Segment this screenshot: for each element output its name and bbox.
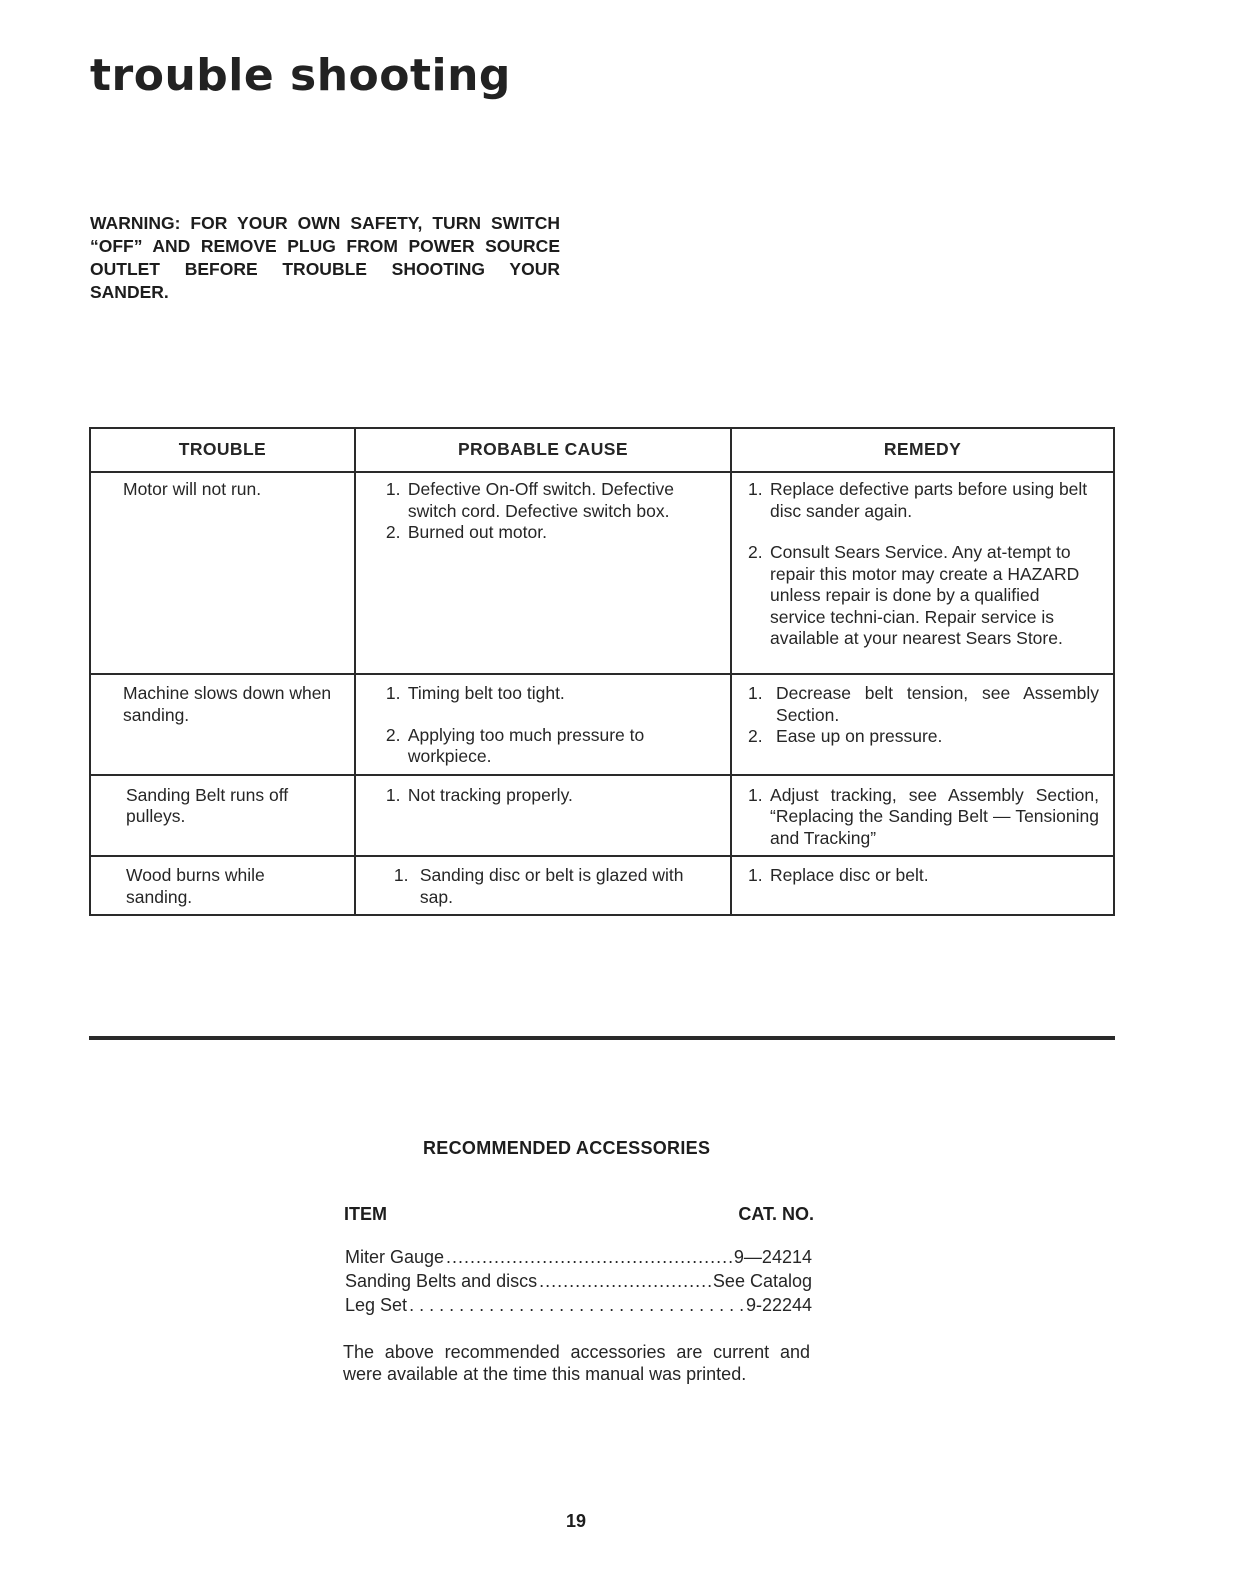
trouble-cell [90,472,355,674]
remedy-number: 1. [748,683,763,703]
cause-text: Not tracking properly. [407,784,573,805]
remedy-cell [731,775,1114,857]
header-remedy: REMEDY [731,428,1114,472]
leader-dots [409,1293,744,1317]
cause-number: 1. [393,865,409,885]
cause-cell [355,856,731,915]
accessories-note: The above recommended accessories are current and were available at the time this manual was printed. [343,1342,810,1384]
remedy-number: 1. [748,865,763,885]
cause-text: Burned out motor. [407,522,547,542]
cause-cell [355,775,731,857]
cause-item [386,522,716,544]
remedy-item [748,683,1099,726]
remedy-text: Replace disc or belt. [770,865,929,885]
accessory-cat-no: See Catalog [712,1271,812,1291]
accessory-name: Miter Gauge [345,1247,445,1267]
table-row [90,775,1114,857]
cause-number: 1. [385,479,401,499]
trouble-text: Machine slows down when sanding. [123,683,332,725]
cause-item [394,865,716,908]
trouble-text: Wood burns while sanding. [126,865,265,907]
remedy-item [748,479,1099,522]
remedy-item [748,865,1099,887]
remedy-text: Adjust tracking, see Assembly Section, “Replacing the Sanding Belt — Tensioning and Tracking” [770,784,1099,848]
cause-cell [355,472,731,674]
list-item [345,1293,812,1317]
accessory-cat-no: 9-22244 [745,1295,812,1315]
table-header-row [90,428,1114,472]
trouble-shooting-table [89,427,1115,916]
remedy-text: Replace defective parts before using belt disc sander again. [770,479,1088,521]
list-item [345,1269,812,1293]
cause-number: 2. [385,522,401,542]
remedy-number: 2. [748,542,763,562]
cause-number: 2. [385,724,401,745]
cause-number: 1. [385,784,401,805]
cause-text: Timing belt too tight. [407,683,565,703]
safety-warning: WARNING: FOR YOUR OWN SAFETY, TURN SWITCH “OFF” AND REMOVE PLUG FROM POWER SOURCE OUTLET BEFORE TROUBLE SHOOTING YOUR SANDER. [90,213,560,302]
remedy-cell [731,472,1114,674]
page-title: trouble shooting [90,50,511,101]
accessory-name: Sanding Belts and discs [345,1271,538,1291]
trouble-text: Motor will not run. [123,479,262,499]
accessory-name: Leg Set [345,1295,408,1315]
table-row [90,856,1114,915]
cause-item [386,683,716,705]
table-row [90,472,1114,674]
accessories-list [345,1245,812,1317]
trouble-text: Sanding Belt runs off pulleys. [126,784,289,826]
remedy-item [748,542,1099,650]
header-probable-cause: PROBABLE CAUSE [355,428,731,472]
accessories-title: RECOMMENDED ACCESSORIES [423,1138,711,1158]
cause-item [386,785,716,807]
accessories-header [344,1204,814,1225]
accessory-cat-no: 9—24214 [733,1247,812,1267]
cause-cell [355,674,731,775]
item-column-header: ITEM [344,1204,387,1224]
table-row [90,674,1114,775]
cat-no-column-header: CAT. NO. [738,1204,814,1224]
cause-item [386,725,716,768]
page-number: 19 [565,1511,587,1531]
leader-dots [539,1269,711,1293]
remedy-text: Decrease belt tension, see Assembly Section. [776,683,1099,725]
trouble-cell [90,674,355,775]
remedy-text: Consult Sears Service. Any at-tempt to repair this motor may create a HAZARD unless repair is done by a qualified service techni-cian. Repair service is available at your nearest Sears Store. [770,542,1080,648]
cause-text: Defective On-Off switch. Defective switch cord. Defective switch box. [407,479,675,521]
remedy-cell [731,856,1114,915]
list-item [345,1245,812,1269]
remedy-text: Ease up on pressure. [776,726,943,746]
remedy-item [748,726,1099,748]
cause-text: Applying too much pressure to workpiece. [407,724,645,766]
remedy-number: 2. [748,726,763,746]
cause-number: 1. [385,683,401,703]
remedy-item [748,785,1099,850]
section-divider [89,1036,1115,1040]
cause-text: Sanding disc or belt is glazed with sap. [419,865,684,907]
header-trouble: TROUBLE [90,428,355,472]
cause-item [386,479,716,522]
remedy-number: 1. [748,784,763,805]
trouble-cell [90,856,355,915]
leader-dots [446,1245,732,1269]
remedy-cell [731,674,1114,775]
remedy-number: 1. [748,479,763,499]
trouble-cell [90,775,355,857]
